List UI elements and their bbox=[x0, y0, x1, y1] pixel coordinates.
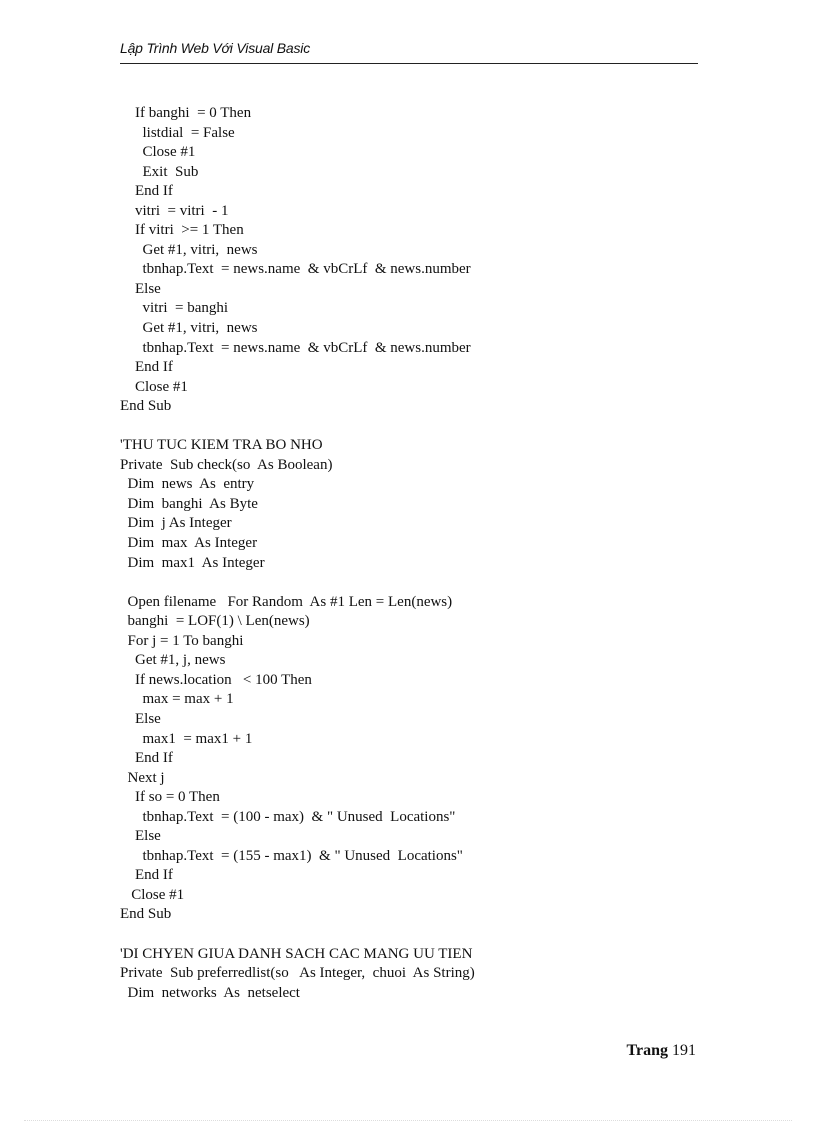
code-line: Dim j As Integer bbox=[120, 515, 232, 532]
code-line: Dim banghi As Byte bbox=[120, 495, 258, 512]
code-line: If banghi = 0 Then bbox=[120, 105, 252, 121]
page-number bbox=[627, 1042, 696, 1060]
code-line: Exit Sub bbox=[120, 163, 199, 180]
page-header bbox=[120, 40, 698, 64]
code-line: vitri = vitri - 1 bbox=[120, 202, 229, 219]
code-line: End Sub bbox=[120, 906, 172, 923]
code-line: vitri = banghi bbox=[120, 300, 229, 317]
code-line: End If bbox=[120, 359, 173, 376]
code-line: listdial = False bbox=[120, 124, 235, 141]
code-line bbox=[120, 925, 680, 945]
code-line: Dim news As entry bbox=[120, 476, 255, 493]
code-line: banghi = LOF(1) \ Len(news) bbox=[120, 613, 310, 630]
code-line: Get #1, vitri, news bbox=[120, 320, 258, 337]
code-line: If vitri >= 1 Then bbox=[120, 222, 244, 239]
code-line: tbnhap.Text = news.name & vbCrLf & news.number bbox=[120, 339, 471, 356]
code-line: End If bbox=[120, 750, 173, 767]
code-line: Dim max1 As Integer bbox=[120, 554, 265, 571]
code-line: tbnhap.Text = news.name & vbCrLf & news.number bbox=[120, 261, 471, 278]
code-line: Close #1 bbox=[120, 144, 196, 161]
code-line: Open filename For Random As #1 Len = Len(news) bbox=[120, 593, 453, 610]
code-line: Next j bbox=[120, 769, 165, 786]
code-listing bbox=[120, 104, 680, 1003]
code-line: 'DI CHYEN GIUA DANH SACH CAC MANG UU TIEN bbox=[120, 945, 473, 962]
code-line: Private Sub check(so As Boolean) bbox=[120, 456, 333, 473]
code-line: tbnhap.Text = (155 - max1) & " Unused Locations" bbox=[120, 847, 463, 864]
code-line: Private Sub preferredlist(so As Integer, chuoi As String) bbox=[120, 965, 475, 982]
code-line: 'THU TUC KIEM TRA BO NHO bbox=[120, 437, 323, 454]
page-number-value: 191 bbox=[672, 1042, 696, 1059]
document-title: Lập Trình Web Với Visual Basic bbox=[120, 40, 311, 56]
code-line: max1 = max1 + 1 bbox=[120, 730, 253, 747]
code-line: Dim networks As netselect bbox=[120, 984, 300, 1001]
code-line: max = max + 1 bbox=[120, 691, 234, 708]
code-line: Get #1, vitri, news bbox=[120, 241, 258, 258]
code-line: For j = 1 To banghi bbox=[120, 632, 244, 649]
code-line: Close #1 bbox=[120, 886, 185, 903]
code-line: End If bbox=[120, 183, 173, 200]
code-line: If news.location < 100 Then bbox=[120, 671, 312, 688]
code-line: Close #1 bbox=[120, 378, 188, 395]
code-line: Dim max As Integer bbox=[120, 535, 258, 552]
code-line: Else bbox=[120, 280, 161, 297]
code-line: Else bbox=[120, 710, 161, 727]
bottom-divider bbox=[24, 1120, 792, 1121]
code-line: End If bbox=[120, 867, 173, 884]
code-line bbox=[120, 417, 680, 437]
code-line: tbnhap.Text = (100 - max) & " Unused Locations" bbox=[120, 808, 456, 825]
code-line: End Sub bbox=[120, 398, 172, 415]
code-line: If so = 0 Then bbox=[120, 789, 220, 806]
code-line: Get #1, j, news bbox=[120, 652, 226, 669]
code-line: Else bbox=[120, 828, 161, 845]
page-label: Trang bbox=[626, 1042, 668, 1059]
code-line bbox=[120, 573, 680, 593]
